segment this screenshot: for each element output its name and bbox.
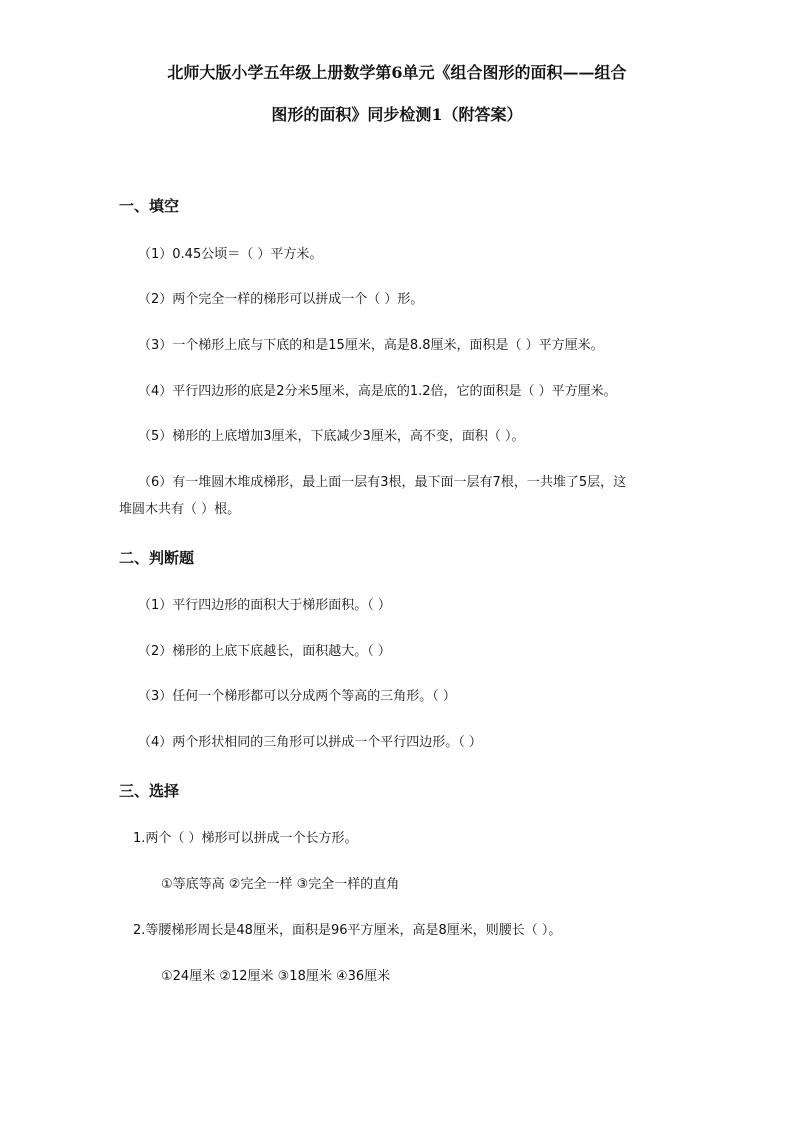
question-judge-3: （3）任何一个梯形都可以分成两个等高的三角形。（ ） — [138, 689, 456, 704]
question-choice-2-options: ①24厘米 ②12厘米 ③18厘米 ④36厘米 — [161, 969, 391, 984]
section-heading-true-false: 二、判断题 — [119, 549, 195, 567]
question-fill-1: （1）0.45公顷＝（ ）平方米。 — [138, 247, 323, 262]
question-judge-1: （1）平行四边形的面积大于梯形面积。（ ） — [138, 598, 391, 613]
question-choice-1: 1.两个（ ）梯形可以拼成一个长方形。 — [133, 831, 358, 846]
question-fill-5: （5）梯形的上底增加3厘米，下底减少3厘米，高不变，面积（ ）。 — [138, 429, 525, 444]
document-title-line-2: 图形的面积》同步检测1（附答案） — [271, 105, 523, 124]
question-fill-6-line-1: （6）有一堆圆木堆成梯形，最上面一层有3根，最下面一层有7根，一共堆了5层，这 — [138, 475, 627, 490]
document-title-line-1: 北师大版小学五年级上册数学第6单元《组合图形的面积——组合 — [167, 63, 627, 82]
question-choice-2: 2.等腰梯形周长是48厘米，面积是96平方厘米，高是8厘米，则腰长（ ）。 — [133, 923, 562, 938]
question-choice-1-options: ①等底等高 ②完全一样 ③完全一样的直角 — [161, 877, 400, 892]
question-fill-3: （3）一个梯形上底与下底的和是15厘米，高是8.8厘米，面积是（ ）平方厘米。 — [138, 338, 604, 353]
question-fill-6-line-2: 堆圆木共有（ ）根。 — [119, 502, 241, 517]
question-fill-2: （2）两个完全一样的梯形可以拼成一个（ ）形。 — [138, 292, 424, 307]
question-fill-4: （4）平行四边形的底是2分米5厘米，高是底的1.2倍，它的面积是（ ）平方厘米。 — [138, 384, 617, 399]
question-judge-2: （2）梯形的上底下底越长，面积越大。（ ） — [138, 644, 391, 659]
section-heading-multiple-choice: 三、选择 — [119, 782, 180, 800]
section-heading-fill-blank: 一、填空 — [119, 197, 180, 215]
question-judge-4: （4）两个形状相同的三角形可以拼成一个平行四边形。（ ） — [138, 735, 482, 750]
